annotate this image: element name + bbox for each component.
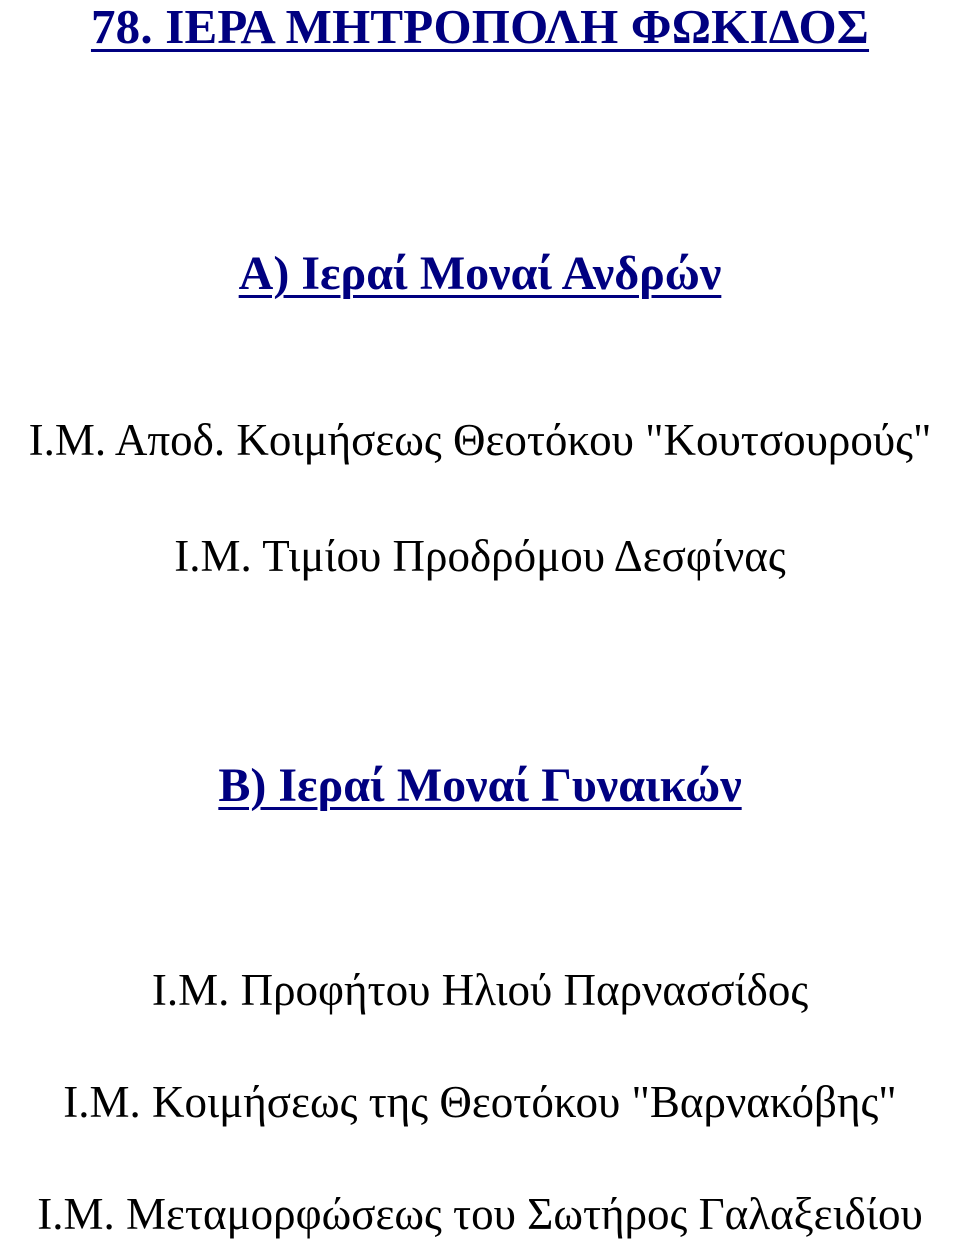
section-heading-men-monasteries: Α) Ιεραί Μοναί Ανδρών bbox=[238, 247, 722, 300]
monastery-entry: Ι.Μ. Προφήτου Ηλιού Παρνασσίδος bbox=[151, 965, 809, 1015]
monastery-entry: Ι.Μ. Κοιμήσεως της Θεοτόκου "Βαρνακόβης" bbox=[63, 1077, 897, 1127]
monastery-entry: Ι.Μ. Αποδ. Κοιμήσεως Θεοτόκου "Κουτσουρούς" bbox=[28, 415, 932, 465]
monastery-entry: Ι.Μ. Τιμίου Προδρόμου Δεσφίνας bbox=[174, 531, 786, 581]
monastery-entry: Ι.Μ. Μεταμορφώσεως του Σωτήρος Γαλαξειδίου bbox=[37, 1189, 923, 1239]
section-heading-women-monasteries: Β) Ιεραί Μοναί Γυναικών bbox=[218, 759, 742, 812]
document-title: 78. ΙΕΡΑ ΜΗΤΡΟΠΟΛΗ ΦΩΚΙΔΟΣ bbox=[90, 0, 870, 54]
